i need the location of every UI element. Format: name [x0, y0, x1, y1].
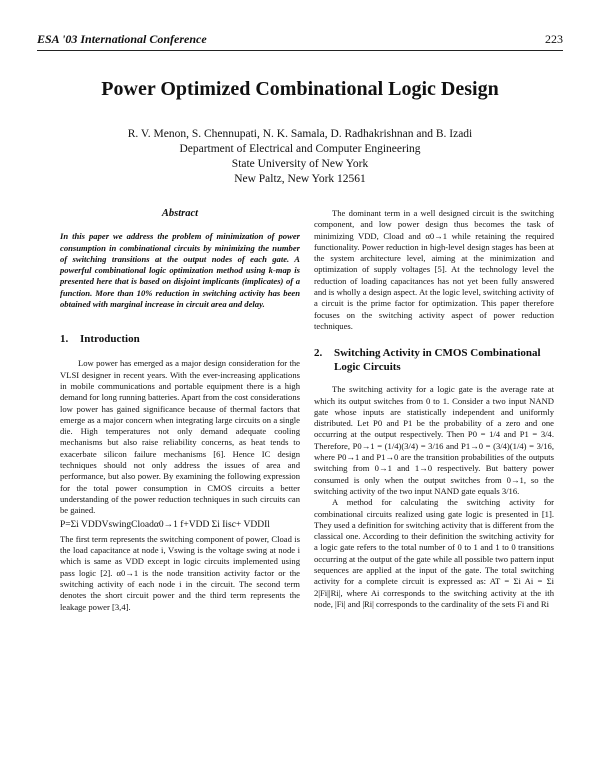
intro-paragraph-1: Low power has emerged as a major design consideration for the VLSI designer in recent years. With the ever-increasing applications in mobile communications and portable equipment there is a high demand for long running batteries. Apart from the cost considerations low power has gained significance because of thermal factors that emerge as a major concern when integrating large circuits on a single die. High temperatures not only demand adequate cooling mechanisms but also raise reliability concerns, as heat tends to exacerbate silicon failure mechanisms [6]. Hence IC design techniques should not only address the issues of area and performance, but also power. By examining the following expression for the total power consumption in CMOS circuits a better understanding of the power reduction techniques in such circuits can be gained. — [60, 358, 300, 516]
abstract-text: In this paper we address the problem of minimization of power consumption in combinational circuits by minimizing the number of switching transitions at the output nodes of each gate. A powerful combinational logic optimization method using k-map is presented here that is based on disjoint implicants (implicates) of a function. More than 10% reduction in switching activity has been obtained with marginal increase in circuit area and delay. — [60, 231, 300, 310]
section-2-paragraph-1: The switching activity for a logic gate is the average rate at which its output switches from 0 to 1. Consider a two input NAND gate whose inputs are statistically independent and uniformly distributed. Let P0 and P1 be the probability of a zero and one occurring at the output respectively. Then P0 = 1/4 and P1 = 3/4. Therefore, P0→1 = (1/4)(3/4) = 3/16 and P1→0 = (3/4)(1/4) = 3/16, where P0→1 and P1→0 are the transition probabilities of the outputs switching from 0→1 and 1→0 respectively. But battery power consumed is only when the output switches from 0→1, so the switching activity of the two input NAND gate equals 3/16. — [314, 384, 554, 496]
running-header — [37, 30, 563, 51]
left-column — [60, 208, 300, 613]
section-2-number: 2. — [314, 347, 323, 360]
section-1-number: 1. — [60, 333, 69, 346]
author-names: R. V. Menon, S. Chennupati, N. K. Samala, D. Radhakrishnan and B. Izadi — [127, 128, 473, 140]
conference-name: ESA '03 International Conference — [37, 32, 207, 46]
intro-paragraph-2: The first term represents the switching component of power, Cload is the load capacitance at node i, Vswing is the voltage swing at node i which is same as VDD except in logic circuits implemented using pass logic [2]. α0→1 is the node transition activity factor or the switching activity of each node i in the circuit. The second term denotes the short circuit power and the third term represents the leakage power [3,4]. — [60, 533, 300, 612]
section-1-title: Introduction — [80, 333, 140, 346]
author-university: State University of New York — [231, 158, 369, 170]
section-1-heading — [60, 332, 300, 346]
right-intro-paragraph: The dominant term in a well designed circuit is the switching component, and low power design thus becomes the task of minimizing VDD, Cload and α0→1 while retaining the required functionality. Power reduction in high-level design stages has been at the system architecture level, aiming at the minimization and optimization of supply voltages [5]. At the technology level the reduction of loading capacitances has not yet been fully answered and is wholly a design aspect. At the logic level, switching activity of a circuit is the prime factor for optimization. This paper therefore focuses on the switching activity aspect of power reduction techniques. — [314, 208, 554, 331]
author-block — [0, 127, 600, 187]
paper-title: Power Optimized Combinational Logic Design — [101, 78, 499, 100]
author-department: Department of Electrical and Computer Engineering — [179, 143, 421, 155]
right-column — [314, 208, 554, 610]
power-formula: P=Σi VDDVswingCloadα0→1 f+VDD Σi Iisc+ VDDIl — [60, 519, 270, 530]
section-2-paragraph-2: A method for calculating the switching activity for combinational circuits realized using gate logic is presented in [1]. They used a definition for switching activity that is different from the classical one. According to their definition the switching activity for a logic gate refers to the total number of 0 to 1 and 1 to 0 transitions occurring at the output of the gate while all possible two pattern input sequences are applied at the input of the gate. The total switching activity for a complete circuit is expressed as: AT = Σi Ai = Σi 2|Fi||Ri|, where Ai corresponds to the switching activity at the ith node, |Fi| and |Ri| corresponds to the cardinality of the sets Fi and Ri — [314, 497, 554, 609]
section-2-heading — [314, 346, 554, 374]
abstract-heading: Abstract — [161, 208, 199, 219]
page-number: 223 — [545, 32, 563, 46]
section-2-title: Switching Activity in CMOS Combinational Logic Circuits — [334, 347, 541, 374]
author-location: New Paltz, New York 12561 — [234, 173, 366, 185]
